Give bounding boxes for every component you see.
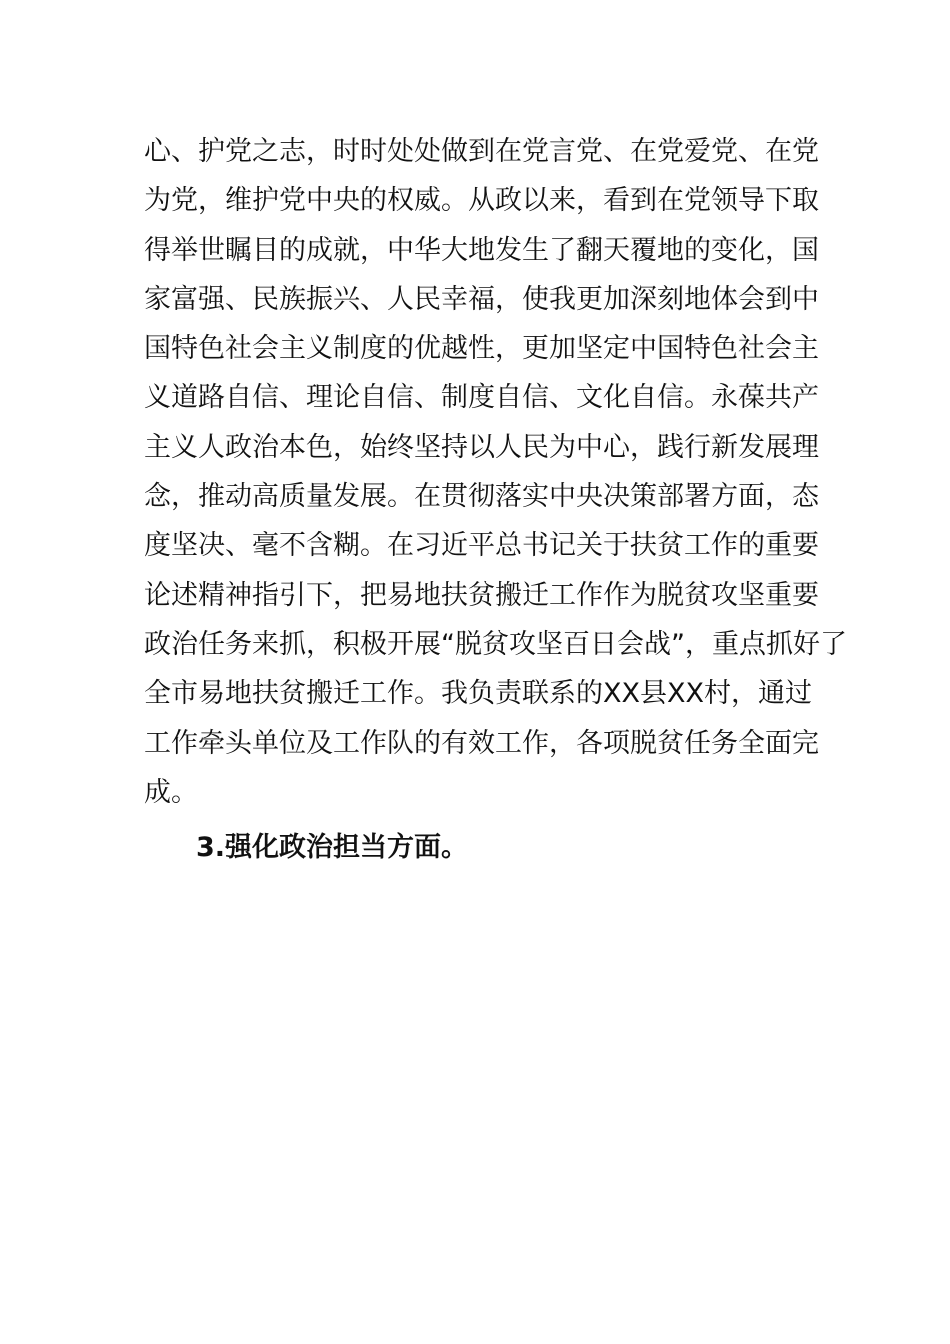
body-paragraph xyxy=(144,127,847,817)
paragraph-line: 成。 xyxy=(144,776,198,808)
paragraph-line: 为党，维护党中央的权威。从政以来，看到在党领导下取 xyxy=(144,185,819,217)
paragraph-line: 工作牵头单位及工作队的有效工作，各项脱贫任务全面完 xyxy=(144,727,819,759)
paragraph-line: 政治任务来抓，积极开展“脱贫攻坚百日会战”，重点抓好了 xyxy=(144,628,847,660)
paragraph-line: 得举世瞩目的成就，中华大地发生了翻天覆地的变化，国 xyxy=(144,234,819,266)
paragraph-line: 度坚决、毫不含糊。在习近平总书记关于扶贫工作的重要 xyxy=(144,530,819,562)
paragraph-line: 论述精神指引下，把易地扶贫搬迁工作作为脱贫攻坚重要 xyxy=(144,579,819,611)
paragraph-line: 心、护党之志，时时处处做到在党言党、在党爱党、在党 xyxy=(144,136,819,167)
paragraph-line: 义道路自信、理论自信、制度自信、文化自信。永葆共产 xyxy=(144,382,819,414)
section-heading: 3.强化政治担当方面。 xyxy=(196,832,469,863)
paragraph-line: 念，推动高质量发展。在贯彻落实中央决策部署方面，态 xyxy=(144,481,819,513)
paragraph-line: 全市易地扶贫搬迁工作。我负责联系的XX县XX村，通过 xyxy=(144,678,812,710)
paragraph-line: 国特色社会主义制度的优越性，更加坚定中国特色社会主 xyxy=(144,333,819,365)
paragraph-line: 家富强、民族振兴、人民幸福，使我更加深刻地体会到中 xyxy=(144,283,819,315)
paragraph-line: 主义人政治本色，始终坚持以人民为中心，践行新发展理 xyxy=(144,431,819,463)
